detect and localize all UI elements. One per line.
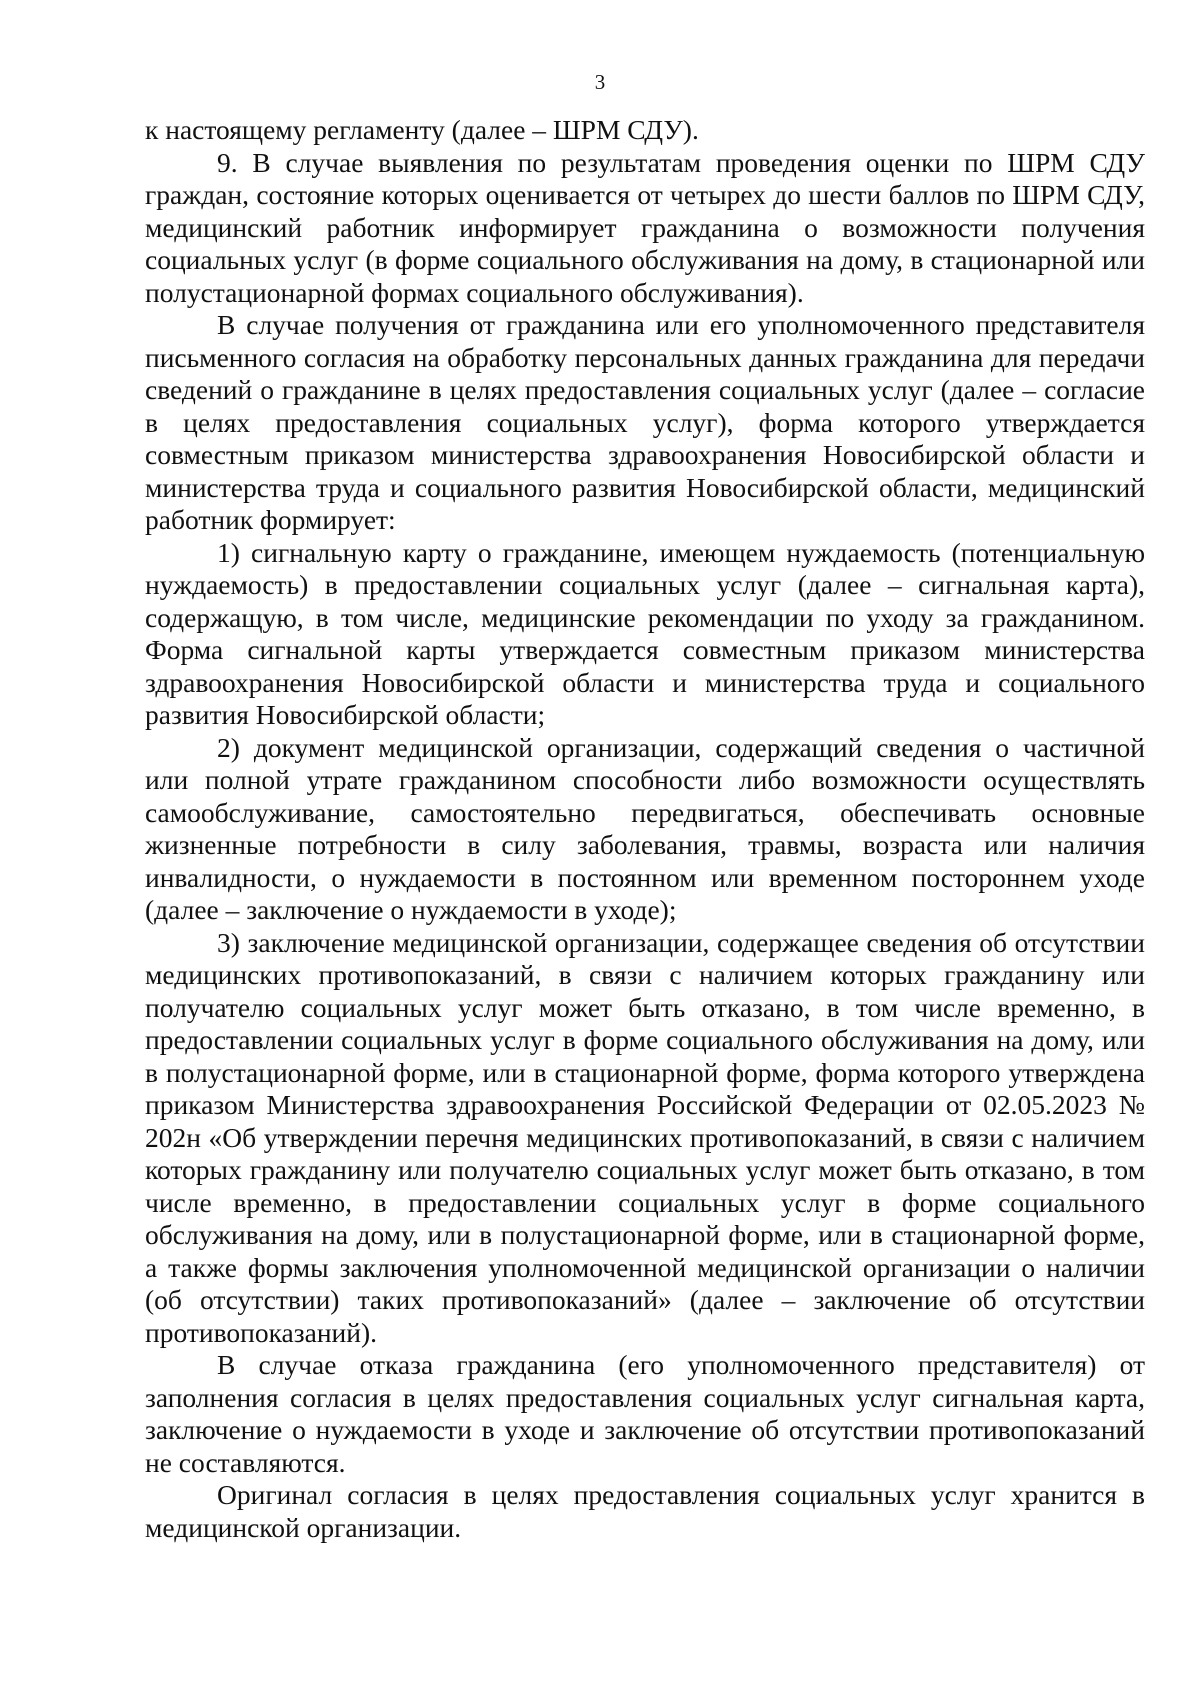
paragraph: 1) сигнальную карту о гражданине, имеющем нуждаемость (потенциальную нуждаемость) в предоставлении социальных услуг (далее – сигнальная карта), содержащую, в том числе, медицинские рекомендации по уходу за гражданином. Форма сигнальной карты утверждается совместным приказом министерства здравоохранения Новосибирской области и министерства труда и социального развития Новосибирской области; (145, 536, 1145, 730)
paragraph: 9. В случае выявления по результатам проведения оценки по ШРМ СДУ граждан, состояние которых оценивается от четырех до шести баллов по ШРМ СДУ, медицинский работник информирует гражданина о возможности получения социальных услуг (в форме социального обслуживания на дому, в стационарной или полустационарной формах социального обслуживания). (145, 146, 1145, 308)
paragraph: Оригинал согласия в целях предоставления социальных услуг хранится в медицинской организации. (145, 1479, 1145, 1543)
paragraph: к настоящему регламенту (далее – ШРМ СДУ). (145, 114, 699, 145)
paragraph: 3) заключение медицинской организации, содержащее сведения об отсутствии медицинских противопоказаний, в связи с наличием которых гражданину или получателю социальных услуг может быть отказано, в том числе временно, в предоставлении социальных услуг в форме социального обслуживания на дому, или в полустационарной форме, или в стационарной форме, форма которого утверждена приказом Министерства здравоохранения Российской Федерации от 02.05.2023 № 202н «Об утверждении перечня медицинских противопоказаний, в связи с наличием которых гражданину или получателю социальных услуг может быть отказано, в том числе временно, в предоставлении социальных услуг в форме социального обслуживания на дому, или в полустационарной форме, или в стационарной форме, а также формы заключения уполномоченной медицинской организации о наличии (об отсутствии) таких противопоказаний» (далее – заключение об отсутствии противопоказаний). (145, 926, 1145, 1348)
paragraph: 2) документ медицинской организации, содержащий сведения о частичной или полной утрате гражданином способности либо возможности осуществлять самообслуживание, самостоятельно передвигаться, обеспечивать основные жизненные потребности в силу заболевания, травмы, возраста или наличия инвалидности, о нуждаемости в постоянном или временном постороннем уходе (далее – заключение о нуждаемости в уходе); (145, 731, 1145, 925)
page-number: 3 (594, 70, 606, 94)
paragraph: В случае получения от гражданина или его уполномоченного представителя письменного согласия на обработку персональных данных гражданина для передачи сведений о гражданине в целях предоставления социальных услуг (далее – согласие в целях предоставления социальных услуг), форма которого утверждается совместным приказом министерства здравоохранения Новосибирской области и министерства труда и социального развития Новосибирской области, медицинский работник формирует: (145, 309, 1145, 535)
paragraph: В случае отказа гражданина (его уполномоченного представителя) от заполнения согласия в целях предоставления социальных услуг сигнальная карта, заключение о нуждаемости в уходе и заключение об отсутствии противопоказаний не составляются. (145, 1349, 1145, 1478)
document-body (145, 114, 1145, 1544)
